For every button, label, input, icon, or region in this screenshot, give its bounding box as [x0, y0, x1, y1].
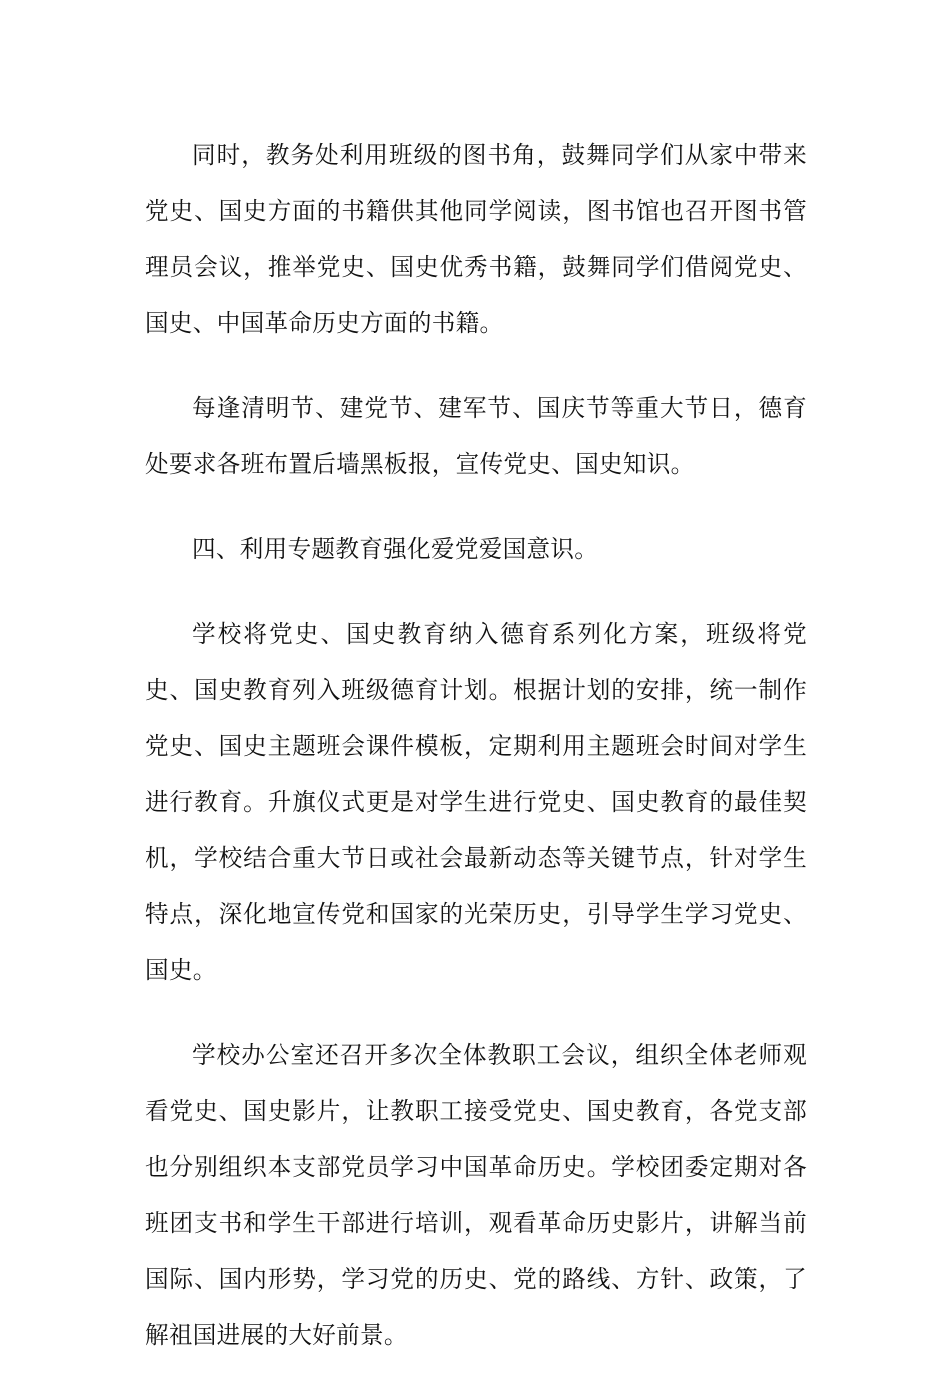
paragraph-holidays: 每逢清明节、建党节、建军节、国庆节等重大节日，德育处要求各班布置后墙黑板报，宣传党史、国史知识。: [145, 394, 807, 478]
paragraph-curriculum: 学校将党史、国史教育纳入德育系列化方案，班级将党史、国史教育列入班级德育计划。根据计划的安排，统一制作党史、国史主题班会课件模板，定期利用主题班会时间对学生进行教育。升旗仪式更是对学生进行党史、国史教育的最佳契机，学校结合重大节日或社会最新动态等关键节点，针对学生特点，深化地宣传党和国家的光荣历史，引导学生学习党史、国史。: [145, 620, 807, 984]
document-page: [145, 127, 807, 1392]
paragraph-library: 同时，教务处利用班级的图书角，鼓舞同学们从家中带来党史、国史方面的书籍供其他同学阅读，图书馆也召开图书管理员会议，推举党史、国史优秀书籍，鼓舞同学们借阅党史、国史、中国革命历史方面的书籍。: [145, 141, 807, 337]
paragraph-staff: 学校办公室还召开多次全体教职工会议，组织全体老师观看党史、国史影片，让教职工接受党史、国史教育，各党支部也分别组织本支部党员学习中国革命历史。学校团委定期对各班团支书和学生干部进行培训，观看革命历史影片，讲解当前国际、国内形势，学习党的历史、党的路线、方针、政策，了解祖国进展的大好前景。: [145, 1041, 807, 1349]
section-heading-four: 四、利用专题教育强化爱党爱国意识。: [192, 535, 599, 563]
